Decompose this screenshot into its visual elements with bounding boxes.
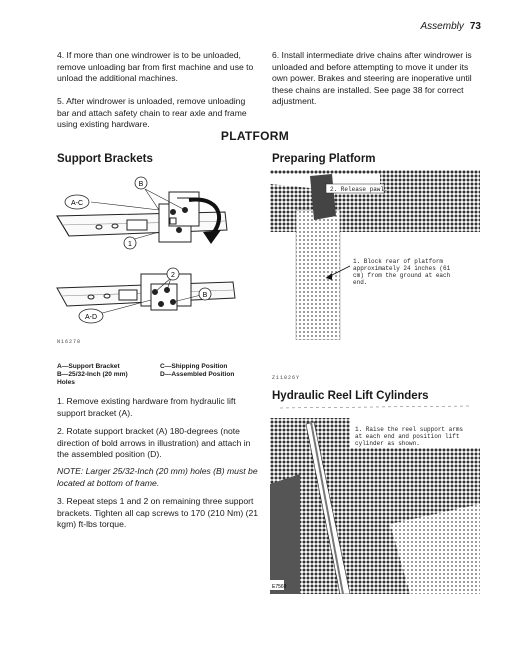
page-number: 73 [469,21,481,32]
hydraulic-heading: Hydraulic Reel Lift Cylinders [272,390,429,402]
callout-1 [124,237,136,249]
callout-a-d [79,309,103,323]
preparing-platform-heading: Preparing Platform [272,153,376,165]
release-pawl-label: 2. Release pawl. [330,186,388,193]
callout-b-upper-label: B [138,181,144,188]
support-bracket-illustration [55,170,255,330]
callout-1-label: 1 [128,241,132,248]
step-6-paragraph: 6. Install intermediate drive chains after windrower is unloaded and before attempting to move it under its own power. Brakes and steering are inoperative until these chains are installed. See page 38 for correct adjustment. [272,50,472,107]
support-figure-id: N16278 [57,339,82,345]
support-note: NOTE: Larger 25/32-Inch (20 mm) holes (B) must be located at bottom of frame. [57,466,258,488]
section-title: PLATFORM [220,129,290,143]
callout-b-lower [199,288,211,300]
legend-a: A—Support Bracket [57,363,120,370]
legend-d: D—Assembled Position [160,371,235,378]
rotation-arrowhead [203,230,221,244]
callout-a-c [65,195,89,209]
callout-b-lower-label: B [202,292,208,299]
legend-c: C—Shipping Position [160,363,228,370]
callout-b-upper [135,177,147,189]
callout-2-label: 2 [171,272,175,279]
support-step-2: 2. Rotate support bracket (A) 180-degrees (note direction of bold arrows in illustration) and attach in the assembled position (D). [57,426,251,460]
legend-b: B—25/32-Inch (20 mm) Holes [57,371,128,386]
running-header [421,21,481,32]
block-platform-label: 1. Block rear of platform approximately 24 inches (61 cm) from the ground at each end. [353,258,451,286]
step-4-paragraph: 4. If more than one windrower is to be unloaded, remove unloading bar from first machine and use to unload the additional machines. [57,50,254,84]
preparing-figure-id: Z11026Y [272,375,301,381]
raise-reel-label: 1. Raise the reel support arms at each end and position lift cylinder as shown. [355,426,464,447]
hydraulic-figure-id: E7569 [272,584,287,590]
support-step-3: 3. Repeat steps 1 and 2 on remaining three support brackets. Tighten all cap screws to 170 (210 Nm) (21 kgm) ft-lbs torque. [57,496,259,530]
preparing-platform-photo [270,170,480,340]
callout-2 [167,268,179,280]
callout-a-d-label: A-D [84,314,98,321]
support-step-1: 1. Remove existing hardware from hydraulic lift support bracket (A). [57,396,236,418]
step-5-paragraph: 5. After windrower is unloaded, remove unloading bar and attach safety chain to rear axle and frame using existing hardware. [57,96,247,130]
support-brackets-heading: Support Brackets [57,153,153,165]
callout-a-c-label: A-C [70,200,84,207]
header-section: Assembly [420,21,464,32]
